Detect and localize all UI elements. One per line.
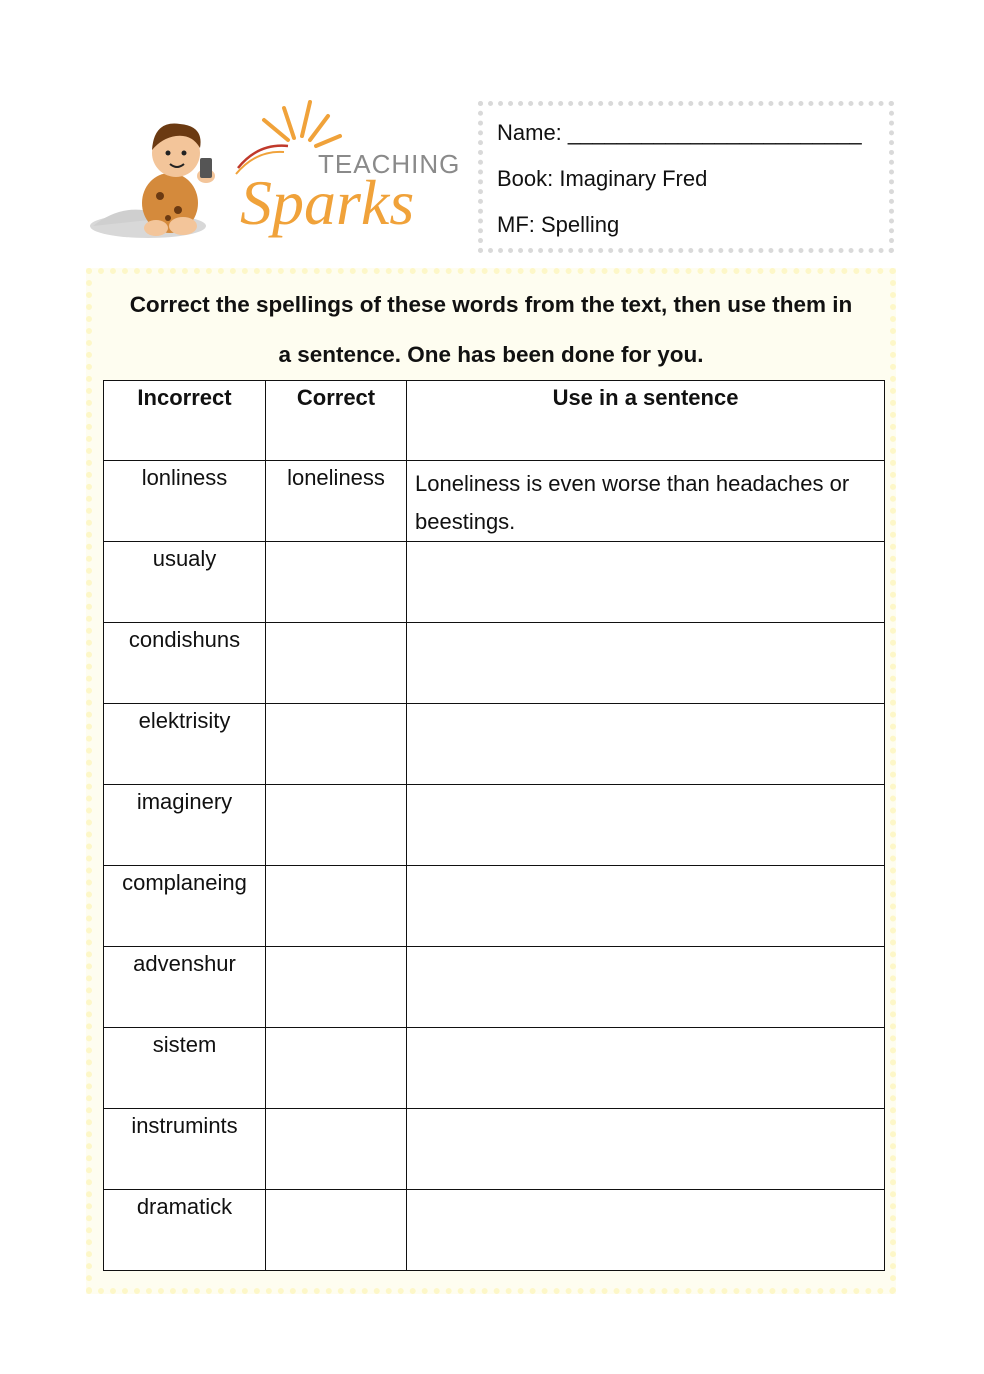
instructions-line-2: a sentence. One has been done for you. <box>278 342 704 367</box>
svg-text:TEACHING: TEACHING <box>318 149 461 179</box>
table-row <box>104 704 885 785</box>
sentence-cell[interactable] <box>407 1190 885 1271</box>
table-row <box>104 1190 885 1271</box>
incorrect-word: dramatick <box>104 1190 266 1271</box>
table-row <box>104 947 885 1028</box>
book-label: Book: Imaginary Fred <box>497 166 708 191</box>
incorrect-word: lonliness <box>104 461 266 542</box>
incorrect-word: imaginery <box>104 785 266 866</box>
correct-word-cell[interactable]: loneliness <box>266 461 407 542</box>
incorrect-word: elektrisity <box>104 704 266 785</box>
table-row <box>104 461 885 542</box>
spelling-table <box>103 380 885 1271</box>
table-row <box>104 1109 885 1190</box>
sentence-cell[interactable] <box>407 1028 885 1109</box>
header-sentence: Use in a sentence <box>407 381 885 461</box>
correct-word-cell[interactable] <box>266 866 407 947</box>
correct-word-cell[interactable] <box>266 785 407 866</box>
correct-word-cell[interactable] <box>266 542 407 623</box>
sentence-cell[interactable] <box>407 947 885 1028</box>
table-row <box>104 1028 885 1109</box>
incorrect-word: sistem <box>104 1028 266 1109</box>
table-row <box>104 866 885 947</box>
mf-label: MF: Spelling <box>497 212 620 237</box>
caveman-mascot-icon <box>88 98 468 248</box>
incorrect-word: advenshur <box>104 947 266 1028</box>
name-field[interactable]: Name: ________________________ <box>497 120 862 145</box>
correct-word-cell[interactable] <box>266 1109 407 1190</box>
table-row <box>104 623 885 704</box>
table-header-row <box>104 381 885 461</box>
correct-word-cell[interactable] <box>266 704 407 785</box>
sentence-cell[interactable] <box>407 1109 885 1190</box>
correct-word-cell[interactable] <box>266 1190 407 1271</box>
incorrect-word: condishuns <box>104 623 266 704</box>
incorrect-word: instrumints <box>104 1109 266 1190</box>
svg-text:Sparks: Sparks <box>240 167 415 238</box>
teaching-sparks-logo <box>88 98 468 248</box>
correct-word-cell[interactable] <box>266 1028 407 1109</box>
incorrect-word: usualy <box>104 542 266 623</box>
sentence-cell[interactable]: Loneliness is even worse than headaches or beestings. <box>407 461 885 542</box>
sentence-cell[interactable] <box>407 704 885 785</box>
sentence-cell[interactable] <box>407 785 885 866</box>
sentence-cell[interactable] <box>407 542 885 623</box>
student-info-box <box>478 101 894 253</box>
correct-word-cell[interactable] <box>266 623 407 704</box>
incorrect-word: complaneing <box>104 866 266 947</box>
instructions <box>92 280 890 380</box>
header-correct: Correct <box>266 381 407 461</box>
header-incorrect: Incorrect <box>104 381 266 461</box>
worksheet-panel <box>86 268 896 1294</box>
sentence-cell[interactable] <box>407 866 885 947</box>
correct-word-cell[interactable] <box>266 947 407 1028</box>
sentence-cell[interactable] <box>407 623 885 704</box>
table-row <box>104 785 885 866</box>
instructions-line-1: Correct the spellings of these words from the text, then use them in <box>129 292 853 317</box>
table-row <box>104 542 885 623</box>
